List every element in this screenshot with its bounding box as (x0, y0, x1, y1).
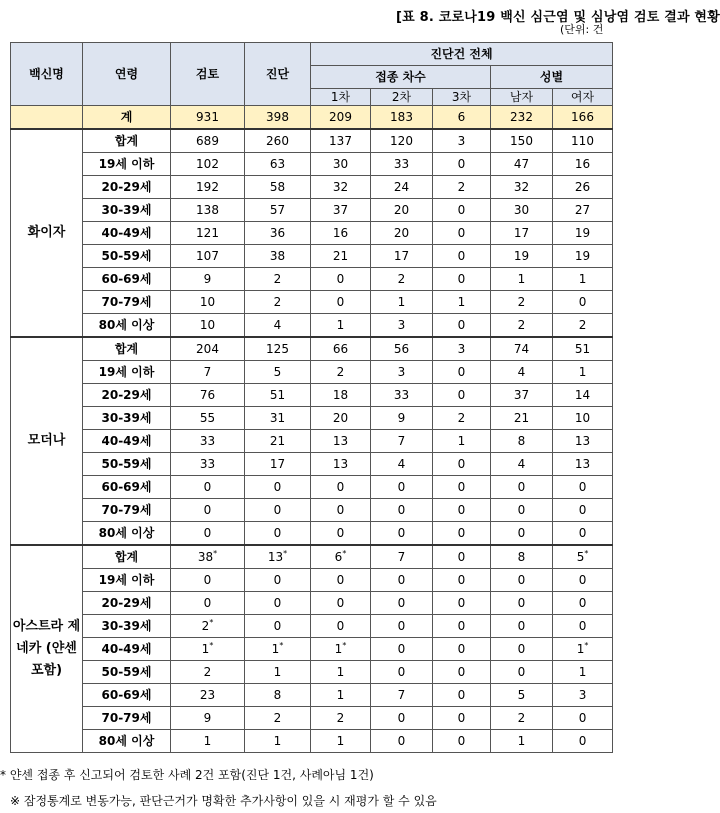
group-sum-row (11, 129, 613, 153)
value-cell: 0 (371, 592, 433, 615)
value-cell: 17 (371, 245, 433, 268)
value-cell: 4 (245, 314, 311, 338)
table-row (11, 291, 613, 314)
value-cell: 0 (171, 499, 245, 522)
total-row (11, 106, 613, 130)
value-cell: 0 (433, 592, 491, 615)
age-cell: 80세 이상 (83, 314, 171, 338)
value-cell: 0 (553, 569, 613, 592)
value-cell: 19 (553, 245, 613, 268)
age-cell: 20-29세 (83, 176, 171, 199)
value-cell: 0 (311, 268, 371, 291)
value-cell: 0 (433, 522, 491, 546)
value-cell: 0 (311, 615, 371, 638)
value-cell: 37 (311, 199, 371, 222)
value-cell: 17 (491, 222, 553, 245)
table-row (11, 522, 613, 546)
value-cell: 1 (245, 661, 311, 684)
value-cell: 24 (371, 176, 433, 199)
table-row (11, 569, 613, 592)
value-cell: 13* (245, 545, 311, 569)
value-cell: 9 (171, 268, 245, 291)
age-cell: 60-69세 (83, 476, 171, 499)
value-cell: 10 (171, 314, 245, 338)
value-cell: 6* (311, 545, 371, 569)
value-cell: 63 (245, 153, 311, 176)
value-cell: 1 (553, 268, 613, 291)
value-cell: 110 (553, 129, 613, 153)
value-cell: 150 (491, 129, 553, 153)
value-cell: 0 (433, 730, 491, 753)
total-value: 931 (171, 106, 245, 130)
value-cell: 0 (311, 499, 371, 522)
value-cell: 0 (171, 522, 245, 546)
age-cell: 50-59세 (83, 661, 171, 684)
value-cell: 16 (311, 222, 371, 245)
age-cell: 합계 (83, 129, 171, 153)
value-cell: 0 (245, 592, 311, 615)
value-cell: 1 (171, 730, 245, 753)
value-cell: 58 (245, 176, 311, 199)
value-cell: 13 (553, 430, 613, 453)
table-row (11, 430, 613, 453)
value-cell: 21 (491, 407, 553, 430)
value-cell: 4 (491, 361, 553, 384)
value-cell: 1 (311, 661, 371, 684)
vaccine-name: 화이자 (11, 129, 83, 337)
value-cell: 0 (371, 522, 433, 546)
table-row (11, 499, 613, 522)
value-cell: 33 (171, 430, 245, 453)
table-row (11, 361, 613, 384)
value-cell: 51 (553, 337, 613, 361)
diagnosis-header: 진단 (245, 43, 311, 106)
value-cell: 0 (371, 638, 433, 661)
value-cell: 1 (433, 291, 491, 314)
female-header: 여자 (553, 89, 613, 106)
total-label: 계 (83, 106, 171, 130)
value-cell: 9 (371, 407, 433, 430)
value-cell: 10 (171, 291, 245, 314)
value-cell: 13 (311, 430, 371, 453)
value-cell: 0 (433, 499, 491, 522)
value-cell: 2 (433, 176, 491, 199)
value-cell: 0 (433, 661, 491, 684)
total-value: 398 (245, 106, 311, 130)
value-cell: 0 (433, 615, 491, 638)
value-cell: 0 (553, 592, 613, 615)
value-cell: 32 (311, 176, 371, 199)
value-cell: 0 (553, 291, 613, 314)
age-cell: 합계 (83, 337, 171, 361)
value-cell: 26 (553, 176, 613, 199)
table-row (11, 453, 613, 476)
table-row (11, 384, 613, 407)
value-cell: 0 (553, 522, 613, 546)
value-cell: 33 (171, 453, 245, 476)
total-value: 183 (371, 106, 433, 130)
age-cell: 70-79세 (83, 707, 171, 730)
value-cell: 0 (371, 707, 433, 730)
value-cell: 204 (171, 337, 245, 361)
vaccine-name: 아스트라 제네카 (얀센 포함) (11, 545, 83, 753)
value-cell: 23 (171, 684, 245, 707)
group-sum-row (11, 337, 613, 361)
value-cell: 0 (433, 153, 491, 176)
value-cell: 1 (311, 730, 371, 753)
value-cell: 0 (311, 569, 371, 592)
value-cell: 121 (171, 222, 245, 245)
age-cell: 20-29세 (83, 592, 171, 615)
value-cell: 125 (245, 337, 311, 361)
value-cell: 0 (433, 361, 491, 384)
value-cell: 0 (245, 522, 311, 546)
total-value: 209 (311, 106, 371, 130)
value-cell: 56 (371, 337, 433, 361)
value-cell: 8 (491, 545, 553, 569)
value-cell: 0 (433, 268, 491, 291)
value-cell: 21 (311, 245, 371, 268)
value-cell: 19 (553, 222, 613, 245)
footnote-provisional: ※ 잠정통계로 변동가능, 판단근거가 명확한 추가사항이 있을 시 재평가 할 수 있음 (10, 794, 437, 808)
value-cell: 0 (553, 476, 613, 499)
value-cell: 3 (371, 314, 433, 338)
value-cell: 2 (245, 291, 311, 314)
age-cell: 50-59세 (83, 245, 171, 268)
value-cell: 1 (245, 730, 311, 753)
value-cell: 2 (491, 291, 553, 314)
age-cell: 40-49세 (83, 222, 171, 245)
total-blank-cell (11, 106, 83, 130)
value-cell: 0 (371, 661, 433, 684)
value-cell: 137 (311, 129, 371, 153)
table-row (11, 707, 613, 730)
value-cell: 0 (553, 707, 613, 730)
value-cell: 0 (553, 730, 613, 753)
male-header: 남자 (491, 89, 553, 106)
sex-header: 성별 (491, 66, 613, 89)
total-value: 232 (491, 106, 553, 130)
age-cell: 19세 이하 (83, 569, 171, 592)
table-row (11, 476, 613, 499)
value-cell: 1 (491, 268, 553, 291)
value-cell: 2 (171, 661, 245, 684)
value-cell: 0 (371, 569, 433, 592)
table-title: [표 8. 코로나19 백신 심근염 및 심낭염 검토 결과 현황 (396, 10, 720, 25)
value-cell: 0 (171, 592, 245, 615)
dose1-header: 1차 (311, 89, 371, 106)
value-cell: 0 (433, 476, 491, 499)
age-cell: 60-69세 (83, 684, 171, 707)
value-cell: 0 (245, 615, 311, 638)
value-cell: 0 (433, 707, 491, 730)
value-cell: 0 (245, 476, 311, 499)
value-cell: 0 (433, 684, 491, 707)
value-cell: 0 (371, 730, 433, 753)
value-cell: 260 (245, 129, 311, 153)
diag-total-header: 진단건 전체 (311, 43, 613, 66)
value-cell: 0 (433, 638, 491, 661)
value-cell: 7 (371, 545, 433, 569)
value-cell: 5 (491, 684, 553, 707)
age-cell: 60-69세 (83, 268, 171, 291)
value-cell: 1 (553, 361, 613, 384)
value-cell: 0 (245, 499, 311, 522)
age-header: 연령 (83, 43, 171, 106)
value-cell: 0 (433, 569, 491, 592)
value-cell: 74 (491, 337, 553, 361)
value-cell: 31 (245, 407, 311, 430)
value-cell: 2 (491, 314, 553, 338)
value-cell: 689 (171, 129, 245, 153)
vaccine-header: 백신명 (11, 43, 83, 106)
value-cell: 1* (245, 638, 311, 661)
value-cell: 0 (433, 384, 491, 407)
table-row (11, 245, 613, 268)
value-cell: 57 (245, 199, 311, 222)
value-cell: 14 (553, 384, 613, 407)
value-cell: 2 (553, 314, 613, 338)
table-row (11, 592, 613, 615)
age-cell: 19세 이하 (83, 153, 171, 176)
value-cell: 138 (171, 199, 245, 222)
value-cell: 0 (171, 569, 245, 592)
value-cell: 0 (491, 569, 553, 592)
value-cell: 0 (433, 199, 491, 222)
value-cell: 38* (171, 545, 245, 569)
age-cell: 20-29세 (83, 384, 171, 407)
value-cell: 4 (491, 453, 553, 476)
value-cell: 0 (311, 592, 371, 615)
value-cell: 9 (171, 707, 245, 730)
value-cell: 2 (491, 707, 553, 730)
value-cell: 20 (371, 199, 433, 222)
value-cell: 66 (311, 337, 371, 361)
value-cell: 0 (491, 522, 553, 546)
value-cell: 0 (491, 638, 553, 661)
value-cell: 0 (491, 476, 553, 499)
value-cell: 20 (311, 407, 371, 430)
value-cell: 1 (553, 661, 613, 684)
value-cell: 55 (171, 407, 245, 430)
table-row (11, 222, 613, 245)
value-cell: 0 (311, 476, 371, 499)
value-cell: 0 (311, 291, 371, 314)
value-cell: 3 (433, 337, 491, 361)
value-cell: 33 (371, 384, 433, 407)
value-cell: 8 (491, 430, 553, 453)
value-cell: 13 (553, 453, 613, 476)
value-cell: 0 (491, 499, 553, 522)
value-cell: 5 (245, 361, 311, 384)
unit-label: (단위: 건 (560, 23, 604, 36)
age-cell: 30-39세 (83, 199, 171, 222)
value-cell: 5* (553, 545, 613, 569)
age-cell: 합계 (83, 545, 171, 569)
age-cell: 50-59세 (83, 453, 171, 476)
value-cell: 0 (553, 615, 613, 638)
value-cell: 0 (491, 661, 553, 684)
value-cell: 4 (371, 453, 433, 476)
value-cell: 0 (245, 569, 311, 592)
value-cell: 1* (553, 638, 613, 661)
value-cell: 19 (491, 245, 553, 268)
value-cell: 17 (245, 453, 311, 476)
value-cell: 3 (433, 129, 491, 153)
dose3-header: 3차 (433, 89, 491, 106)
value-cell: 0 (311, 522, 371, 546)
table-row (11, 615, 613, 638)
table-row (11, 661, 613, 684)
value-cell: 3 (371, 361, 433, 384)
vaccine-name: 모더나 (11, 337, 83, 545)
value-cell: 0 (491, 615, 553, 638)
value-cell: 76 (171, 384, 245, 407)
value-cell: 0 (433, 545, 491, 569)
review-header: 검토 (171, 43, 245, 106)
value-cell: 18 (311, 384, 371, 407)
dose2-header: 2차 (371, 89, 433, 106)
value-cell: 1* (311, 638, 371, 661)
table-row (11, 314, 613, 338)
value-cell: 1 (311, 684, 371, 707)
value-cell: 192 (171, 176, 245, 199)
table-row (11, 730, 613, 753)
footnote-janssen: * 얀센 접종 후 신고되어 검토한 사례 2건 포함(진단 1건, 사례아님 1건) (0, 768, 374, 782)
value-cell: 37 (491, 384, 553, 407)
age-cell: 70-79세 (83, 499, 171, 522)
value-cell: 120 (371, 129, 433, 153)
value-cell: 0 (433, 245, 491, 268)
value-cell: 0 (371, 499, 433, 522)
table-row (11, 268, 613, 291)
value-cell: 1* (171, 638, 245, 661)
value-cell: 13 (311, 453, 371, 476)
value-cell: 3 (553, 684, 613, 707)
value-cell: 1 (433, 430, 491, 453)
value-cell: 27 (553, 199, 613, 222)
value-cell: 2 (311, 361, 371, 384)
value-cell: 1 (311, 314, 371, 338)
value-cell: 16 (553, 153, 613, 176)
value-cell: 2 (433, 407, 491, 430)
value-cell: 0 (553, 499, 613, 522)
value-cell: 32 (491, 176, 553, 199)
table-row (11, 684, 613, 707)
value-cell: 36 (245, 222, 311, 245)
value-cell: 7 (171, 361, 245, 384)
total-value: 6 (433, 106, 491, 130)
table-row (11, 176, 613, 199)
table-row (11, 407, 613, 430)
value-cell: 30 (311, 153, 371, 176)
value-cell: 2* (171, 615, 245, 638)
age-cell: 30-39세 (83, 407, 171, 430)
value-cell: 7 (371, 684, 433, 707)
table-row (11, 638, 613, 661)
value-cell: 1 (371, 291, 433, 314)
value-cell: 30 (491, 199, 553, 222)
value-cell: 107 (171, 245, 245, 268)
group-sum-row (11, 545, 613, 569)
age-cell: 19세 이하 (83, 361, 171, 384)
value-cell: 1 (491, 730, 553, 753)
dose-header: 접종 차수 (311, 66, 491, 89)
age-cell: 70-79세 (83, 291, 171, 314)
total-value: 166 (553, 106, 613, 130)
age-cell: 80세 이상 (83, 522, 171, 546)
age-cell: 40-49세 (83, 430, 171, 453)
value-cell: 8 (245, 684, 311, 707)
value-cell: 102 (171, 153, 245, 176)
value-cell: 0 (171, 476, 245, 499)
value-cell: 0 (433, 453, 491, 476)
value-cell: 2 (311, 707, 371, 730)
value-cell: 0 (433, 222, 491, 245)
value-cell: 10 (553, 407, 613, 430)
value-cell: 21 (245, 430, 311, 453)
age-cell: 80세 이상 (83, 730, 171, 753)
value-cell: 0 (433, 314, 491, 338)
value-cell: 38 (245, 245, 311, 268)
age-cell: 40-49세 (83, 638, 171, 661)
value-cell: 33 (371, 153, 433, 176)
value-cell: 20 (371, 222, 433, 245)
table-row (11, 199, 613, 222)
myocarditis-review-table (10, 42, 613, 753)
value-cell: 47 (491, 153, 553, 176)
value-cell: 2 (371, 268, 433, 291)
value-cell: 0 (491, 592, 553, 615)
value-cell: 2 (245, 707, 311, 730)
table-row (11, 153, 613, 176)
value-cell: 2 (245, 268, 311, 291)
value-cell: 0 (371, 476, 433, 499)
age-cell: 30-39세 (83, 615, 171, 638)
value-cell: 7 (371, 430, 433, 453)
value-cell: 0 (371, 615, 433, 638)
value-cell: 51 (245, 384, 311, 407)
